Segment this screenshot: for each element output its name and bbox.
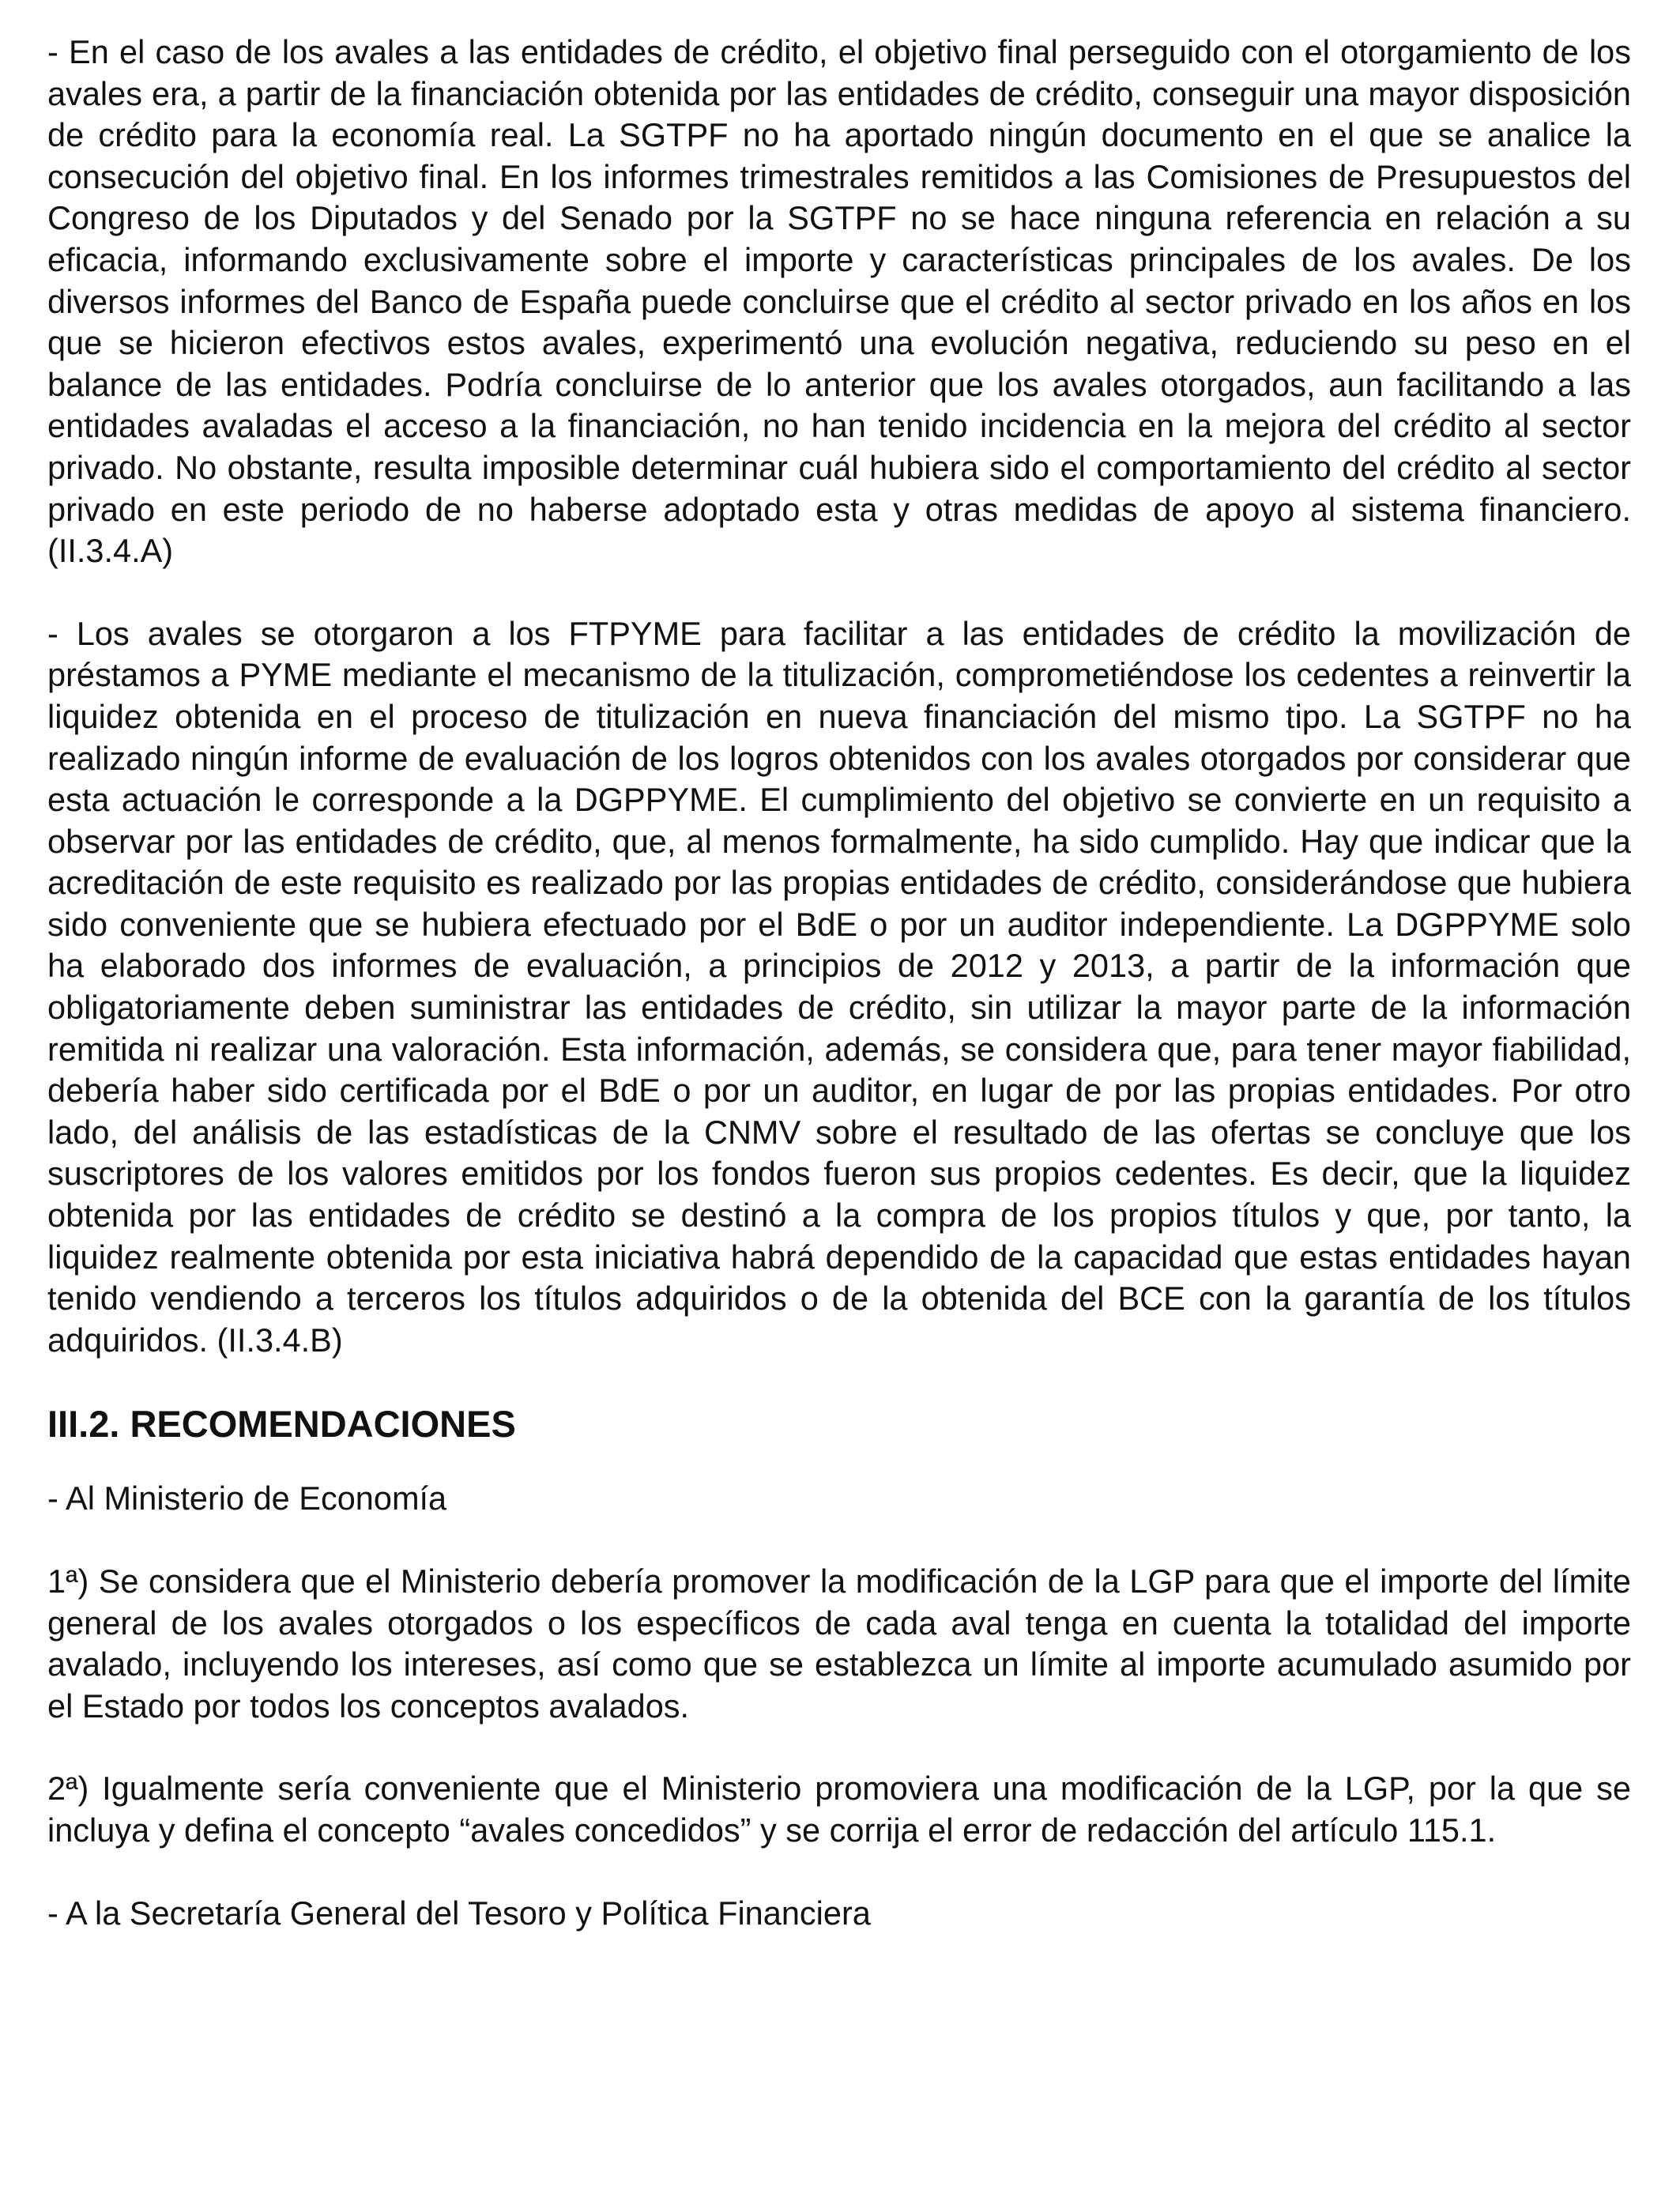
- paragraph-avales-ftpyme: - Los avales se otorgaron a los FTPYME para facilitar a las entidades de crédito la movilización de préstamos a PYME mediante el mecanismo de la titulización, comprometiéndose los cedentes a reinvertir la liquidez obtenida en el proceso de titulización en nueva financiación del mismo tipo. La SGTPF no ha realizado ningún informe de evaluación de los logros obtenidos con los avales otorgados por considerar que esta actuación le corresponde a la DGPPYME. El cumplimiento del objetivo se convierte en un requisito a observar por las entidades de crédito, que, al menos formalmente, ha sido cumplido. Hay que indicar que la acreditación de este requisito es realizado por las propias entidades de crédito, considerándose que hubiera sido conveniente que se hubiera efectuado por el BdE o por un auditor independiente. La DGPPYME solo ha elaborado dos informes de evaluación, a principios de 2012 y 2013, a partir de la información que obligatoriamente deben suministrar las entidades de crédito, sin utilizar la mayor parte de la información remitida ni realizar una valoración. Esta información, además, se considera que, para tener mayor fiabilidad, debería haber sido certificada por el BdE o por un auditor, en lugar de por las propias entidades. Por otro lado, del análisis de las estadísticas de la CNMV sobre el resultado de las ofertas se concluye que los suscriptores de los valores emitidos por los fondos fueron sus propios cedentes. Es decir, que la liquidez obtenida por las entidades de crédito se destinó a la compra de los propios títulos y que, por tanto, la liquidez realmente obtenida por esta iniciativa habrá dependido de la capacidad que estas entidades hayan tenido vendiendo a terceros los títulos adquiridos o de la obtenida del BCE con la garantía de los títulos adquiridos. (II.3.4.B): [47, 614, 1631, 1359]
- recipient-ministerio-economia: - Al Ministerio de Economía: [47, 1480, 447, 1517]
- recommendation-2: 2ª) Igualmente sería conveniente que el Ministerio promoviera una modificación de la LGP, por la que se incluya y defina el concepto “avales concedidos” y se corrija el error de redacción del artículo 115.1.: [47, 1770, 1631, 1849]
- paragraph-avales-entidades-credito: - En el caso de los avales a las entidades de crédito, el objetivo final perseguido con el otorgamiento de los avales era, a partir de la financiación obtenida por las entidades de crédito, conseguir una mayor disposición de crédito para la economía real. La SGTPF no ha aportado ningún documento en el que se analice la consecución del objetivo final. En los informes trimestrales remitidos a las Comisiones de Presupuestos del Congreso de los Diputados y del Senado por la SGTPF no se hace ninguna referencia en relación a su eficacia, informando exclusivamente sobre el importe y características principales de los avales. De los diversos informes del Banco de España puede concluirse que el crédito al sector privado en los años en los que se hicieron efectivos estos avales, experimentó una evolución negativa, reduciendo su peso en el balance de las entidades. Podría concluirse de lo anterior que los avales otorgados, aun facilitando a las entidades avaladas el acceso a la financiación, no han tenido incidencia en la mejora del crédito al sector privado. No obstante, resulta imposible determinar cuál hubiera sido el comportamiento del crédito al sector privado en este periodo de no haberse adoptado esta y otras medidas de apoyo al sistema financiero. (II.3.4.A): [47, 33, 1631, 570]
- section-heading: III.2. RECOMENDACIONES: [47, 1403, 516, 1446]
- recipient-secretaria-general-tesoro: - A la Secretaría General del Tesoro y Política Financiera: [47, 1894, 871, 1932]
- recommendation-1: 1ª) Se considera que el Ministerio debería promover la modificación de la LGP para que el importe del límite general de los avales otorgados o los específicos de cada aval tenga en cuenta la totalidad del importe avalado, incluyendo los intereses, así como que se establezca un límite al importe acumulado asumido por el Estado por todos los conceptos avalados.: [47, 1563, 1631, 1725]
